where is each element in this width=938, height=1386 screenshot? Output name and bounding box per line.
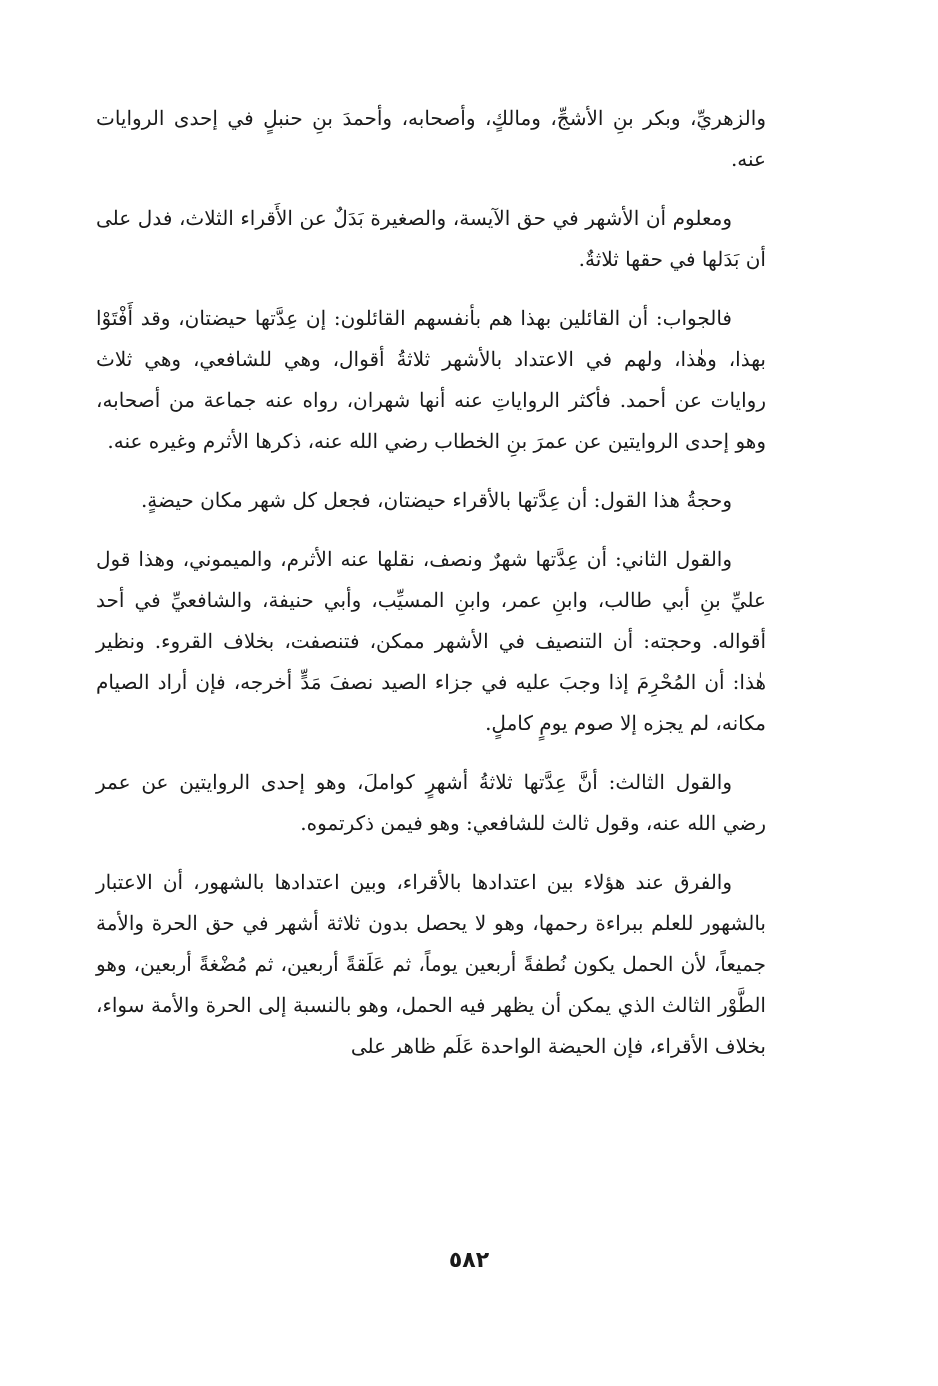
paragraph-objection: ومعلوم أن الأشهر في حق الآيسة، والصغيرة بَدَلٌ عن الأَقراء الثلاث، فدل على أن بَدَلها في حقها ثلاثةٌ.: [96, 206, 766, 271]
paragraph-first-opinion-argument: وحجةُ هذا القول: أن عِدَّتها بالأقراء حيضتان، فجعل كل شهر مكان حيضةٍ.: [140, 488, 732, 512]
paragraph-third-opinion: والقول الثالث: أنَّ عِدَّتها ثلاثةُ أشهرٍ كواملَ، وهو إحدى الروايتين عن عمر رضي الله عنه، وقول ثالث للشافعي: وهو فيمن ذكرتموه.: [96, 770, 766, 835]
paragraph-continuation: والزهريِّ، وبكر بنِ الأشجِّ، ومالكٍ، وأصحابه، وأحمدَ بنِ حنبلٍ في إحدى الروايات عنه.: [96, 106, 766, 171]
paragraph-second-opinion: والقول الثاني: أن عِدَّتها شهرٌ ونصف، نقلها عنه الأثرم، والميموني، وهذا قول عليِّ بنِ أبي طالب، وابنِ عمر، وابنِ المسيِّب، وأبي حنيفة، والشافعيِّ في أحد أقواله. وحجته: أن التنصيف في الأشهر ممكن، فتنصفت، بخلاف القروء. ونظير هٰذا: أن المُحْرِمَ إذا وجبَ عليه في جزاء الصيد نصفَ مَدٍّ أخرجه، فإن أراد الصيام مكانه، لم يجزه إلا صوم يومٍ كاملٍ.: [96, 547, 766, 735]
page-number: ٥٨٢: [448, 1248, 490, 1273]
page-body: [96, 98, 766, 1085]
paragraph-difference: والفرق عند هؤلاء بين اعتدادها بالأقراء، وبين اعتدادها بالشهور، أن الاعتبار بالشهور للعلم ببراءة رحمها، وهو لا يحصل بدون ثلاثة أشهر في حق الحرة والأمة جميعاً، لأن الحمل يكون نُطفةً أربعين يوماً، ثم عَلَقةً أربعين، ثم مُضْغةً أربعين، وهو الطَّوْر الثالث الذي يمكن أن يظهر فيه الحمل، وهو بالنسبة إلى الحرة والأمة سواء، بخلاف الأقراء، فإن الحيضة الواحدة عَلَم ظاهر على: [96, 870, 766, 1058]
paragraph-answer: فالجواب: أن القائلين بهذا هم بأنفسهم القائلون: إن عِدَّتها حيضتان، وقد أَفْتَوْا بهذا، وهٰذا، ولهم في الاعتداد بالأشهر ثلاثةُ أقوال، وهي للشافعي، وهي ثلاث روايات عن أحمد. فأكثر الرواياتِ عنه أنها شهران، رواه عنه جماعة من أصحابه، وهو إحدى الروايتين عن عمرَ بنِ الخطاب رضي الله عنه، ذكرها الأثرم وغيره عنه.: [96, 306, 766, 453]
